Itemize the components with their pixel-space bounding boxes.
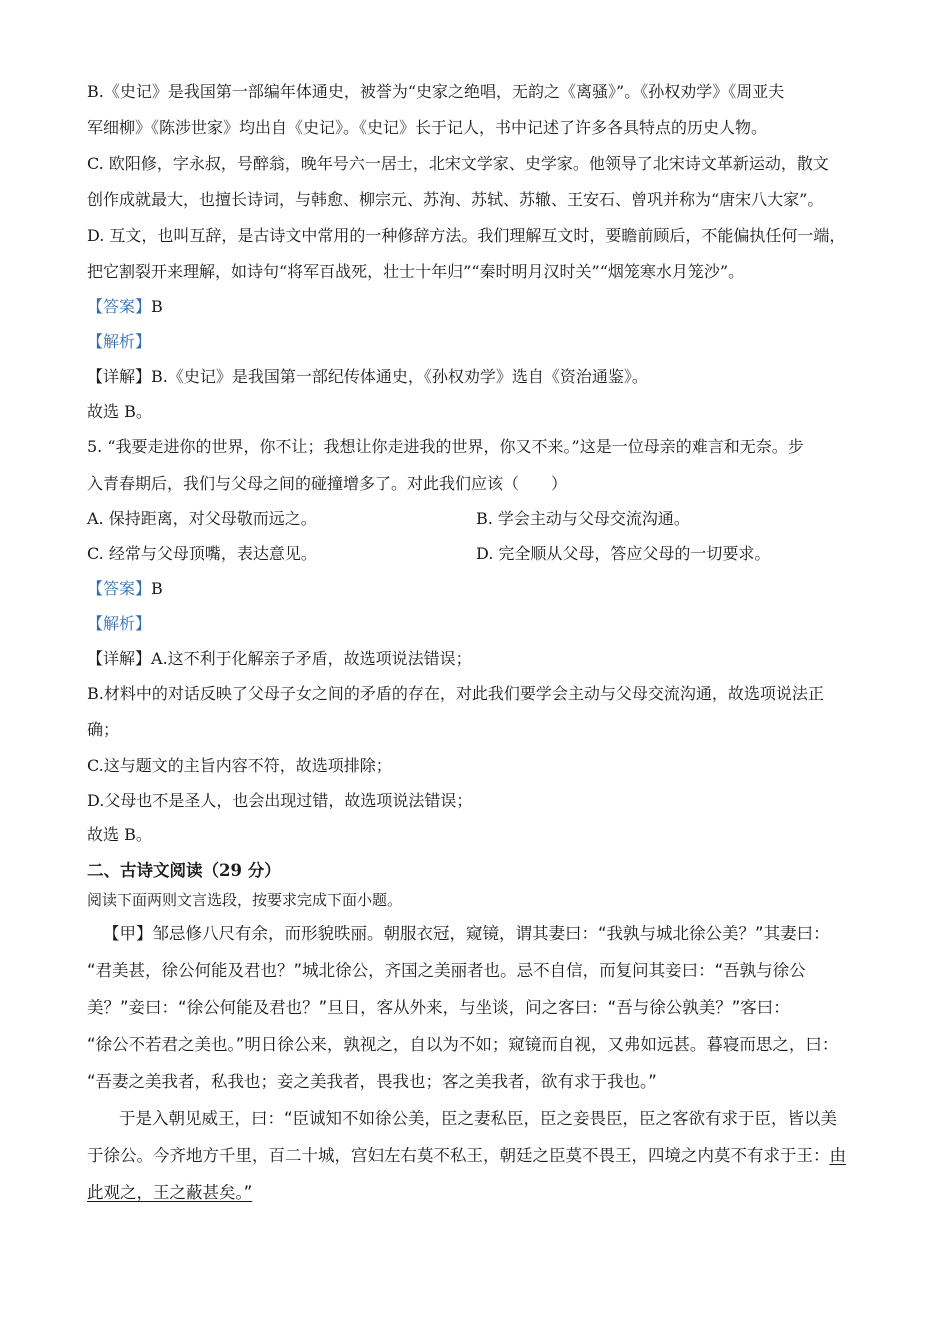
passage-p1-line-3: 美？”妾曰：“徐公何能及君也？”旦日，客从外来，与坐谈，问之客曰：“吾与徐公孰美？”客曰：: [87, 998, 790, 1017]
answer-value: B: [151, 297, 163, 316]
q5-option-a: A. 保持距离，对父母敬而远之。: [87, 509, 317, 528]
q5-option-c: C. 经常与父母顶嘴，表达意见。: [87, 544, 317, 563]
option-b-line-1: B.《史记》是我国第一部编年体通史，被誉为“史家之绝唱，无韵之《离骚》”。《孙权劝学》《周亚夫: [87, 82, 785, 101]
passage-p2-line-3-underlined: 此观之，王之蔽甚矣。”: [87, 1183, 253, 1202]
q4-answer: [87, 297, 163, 317]
option-b-line-2: 军细柳》《陈涉世家》均出自《史记》。《史记》长于记人，书中记述了许多各具特点的历史人物。: [87, 118, 768, 137]
answer-value: B: [151, 579, 163, 598]
passage-p1-line-4: “徐公不若君之美也。”明日徐公来，孰视之，自以为不如；窥镜而自视，又弗如远甚。暮寝而思之，曰：: [87, 1035, 839, 1054]
q5-detail-b-line-2: 确；: [87, 720, 120, 739]
detail-text: A.这不利于化解亲子矛盾，故选项说法错误；: [151, 649, 472, 668]
passage-text: 邹忌修八尺有余，而形貌昳丽。朝服衣冠，窥镜，谓其妻曰：“我孰与城北徐公美？”其妻曰：: [152, 924, 830, 943]
option-d-line-1: D. 互文，也叫互辞，是古诗文中常用的一种修辞方法。我们理解互文时，要瞻前顾后，不能偏执任何一端，: [87, 226, 846, 245]
q4-conclusion: 故选 B。: [87, 402, 152, 421]
q5-analysis-tag: 【解析】: [87, 614, 152, 633]
q5-conclusion: 故选 B。: [87, 825, 152, 844]
q4-analysis-tag: 【解析】: [87, 332, 152, 351]
option-c-line-2: 创作成就最大，也擅长诗词，与韩愈、柳宗元、苏洵、苏轼、苏辙、王安石、曾巩并称为“唐宋八大家”。: [87, 190, 824, 209]
answer-tag: 【答案】: [87, 579, 152, 598]
answer-tag: 【答案】: [87, 297, 152, 316]
option-d-line-2: 把它割裂开来理解，如诗句“将军百战死，壮士十年归”“秦时明月汉时关”“烟笼寒水月笼沙”。: [87, 262, 745, 281]
passage-p1-line-1: [103, 924, 830, 944]
section-heading: 二、古诗文阅读（29 分）: [87, 861, 281, 880]
passage-text: 于徐公。今齐地方千里，百二十城，宫妇左右莫不私王，朝廷之臣莫不畏王，四境之内莫不有求于王：: [87, 1146, 830, 1165]
q5-answer: [87, 579, 163, 599]
passage-p1-line-2: “君美甚，徐公何能及君也？”城北徐公，齐国之美丽者也。忌不自信，而复问其妾曰：“吾孰与徐公: [87, 961, 806, 980]
detail-tag: 【详解】: [87, 367, 152, 386]
q5-stem-line-2: 入青春期后，我们与父母之间的碰撞增多了。对此我们应该（ ）: [87, 474, 568, 493]
underlined-text: 由: [829, 1146, 846, 1165]
section-instruction: 阅读下面两则文言选段，按要求完成下面小题。: [87, 891, 403, 909]
q5-option-b: B. 学会主动与父母交流沟通。: [476, 509, 690, 528]
detail-tag: 【详解】: [87, 649, 152, 668]
q5-detail-a: [87, 649, 472, 669]
passage-jia-tag: 【甲】: [103, 924, 153, 943]
passage-p1-line-5: “吾妻之美我者，私我也；妾之美我者，畏我也；客之美我者，欲有求于我也。”: [87, 1072, 657, 1091]
q5-option-d: D. 完全顺从父母，答应父母的一切要求。: [476, 544, 771, 563]
q4-detail: [87, 367, 648, 387]
q5-detail-c: C.这与题文的主旨内容不符，故选项排除；: [87, 756, 392, 775]
q5-stem-line-1: 5. “我要走进你的世界，你不让；我想让你走进我的世界，你又不来。”这是一位母亲的难言和无奈。步: [87, 437, 804, 456]
q5-detail-d: D.父母也不是圣人，也会出现过错，故选项说法错误；: [87, 791, 473, 810]
passage-p2-line-2: [87, 1146, 846, 1166]
detail-text: B.《史记》是我国第一部纪传体通史，《孙权劝学》选自《资治通鉴》。: [151, 367, 648, 386]
q5-detail-b-line-1: B.材料中的对话反映了父母子女之间的矛盾的存在，对此我们要学会主动与父母交流沟通，故选项说法正: [87, 684, 824, 703]
passage-p2-line-1: 于是入朝见威王，曰：“臣诚知不如徐公美，臣之妻私臣，臣之妾畏臣，臣之客欲有求于臣，皆以美: [119, 1109, 838, 1128]
option-c-line-1: C. 欧阳修，字永叔，号醉翁，晚年号六一居士，北宋文学家、史学家。他领导了北宋诗文革新运动，散文: [87, 154, 829, 173]
